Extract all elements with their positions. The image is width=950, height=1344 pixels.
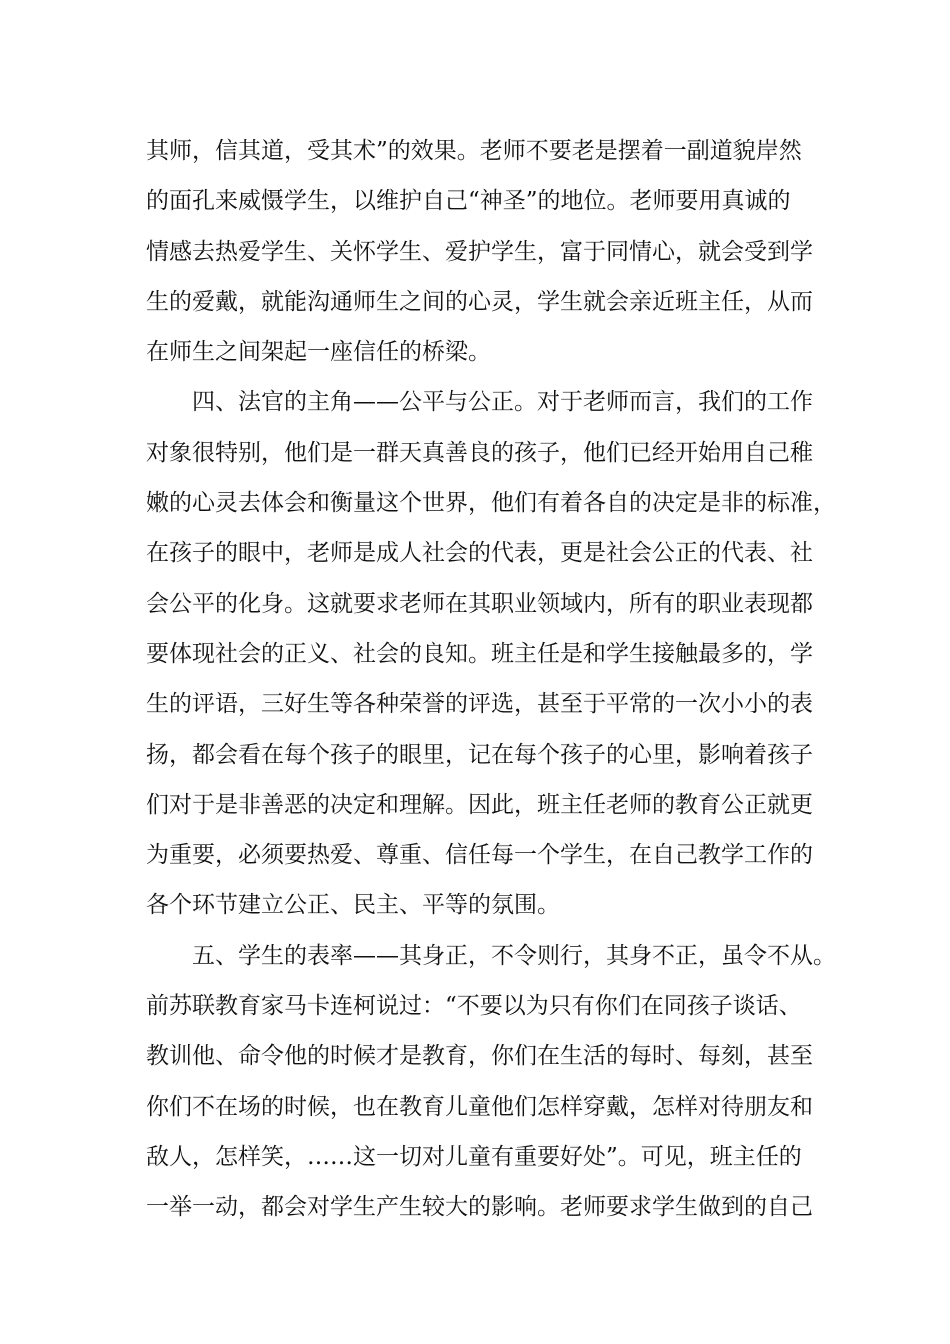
text-line: 扬，都会看在每个孩子的眼里，记在每个孩子的心里，影响着孩子 — [146, 741, 813, 768]
text-line: 你们不在场的时候，也在教育儿童他们怎样穿戴，怎样对待朋友和 — [146, 1093, 813, 1120]
text-line: 前苏联教育家马卡连柯说过：“不要以为只有你们在同孩子谈话、 — [146, 993, 802, 1020]
text-line: 生的评语，三好生等各种荣誉的评选，甚至于平常的一次小小的表 — [146, 691, 813, 718]
text-line: 在孩子的眼中，老师是成人社会的代表，更是社会公正的代表、社 — [146, 540, 813, 567]
text-line: 五、学生的表率——其身正，不令则行，其身不正，虽令不从。 — [146, 942, 836, 969]
text-line: 的面孔来威慑学生，以维护自己“神圣”的地位。老师要用真诚的 — [146, 188, 791, 215]
text-line: 会公平的化身。这就要求老师在其职业领域内，所有的职业表现都 — [146, 590, 813, 617]
text-line: 教训他、命令他的时候才是教育，你们在生活的每时、每刻，甚至 — [146, 1043, 813, 1070]
text-line: 一举一动，都会对学生产生较大的影响。老师要求学生做到的自己 — [146, 1194, 813, 1221]
text-line: 生的爱戴，就能沟通师生之间的心灵，学生就会亲近班主任，从而 — [146, 288, 813, 315]
text-line: 在师生之间架起一座信任的桥梁。 — [146, 339, 491, 366]
text-line: 四、法官的主角——公平与公正。对于老师而言，我们的工作 — [146, 389, 813, 416]
text-line: 为重要，必须要热爱、尊重、信任每一个学生，在自己教学工作的 — [146, 842, 813, 869]
text-line: 各个环节建立公正、民主、平等的氛围。 — [146, 892, 560, 919]
text-line: 们对于是非善恶的决定和理解。因此，班主任老师的教育公正就更 — [146, 791, 813, 818]
text-line: 嫩的心灵去体会和衡量这个世界，他们有着各自的决定是非的标准， — [146, 490, 836, 517]
text-line: 对象很特别，他们是一群天真善良的孩子，他们已经开始用自己稚 — [146, 439, 813, 466]
text-line: 其师，信其道，受其术”的效果。老师不要老是摆着一副道貌岸然 — [146, 138, 802, 164]
text-line: 情感去热爱学生、关怀学生、爱护学生，富于同情心，就会受到学 — [146, 238, 813, 265]
text-line: 要体现社会的正义、社会的良知。班主任是和学生接触最多的，学 — [146, 640, 813, 667]
body-text — [146, 126, 836, 1233]
text-line: 敌人，怎样笑，……这一切对儿童有重要好处”。可见，班主任的 — [146, 1143, 802, 1170]
